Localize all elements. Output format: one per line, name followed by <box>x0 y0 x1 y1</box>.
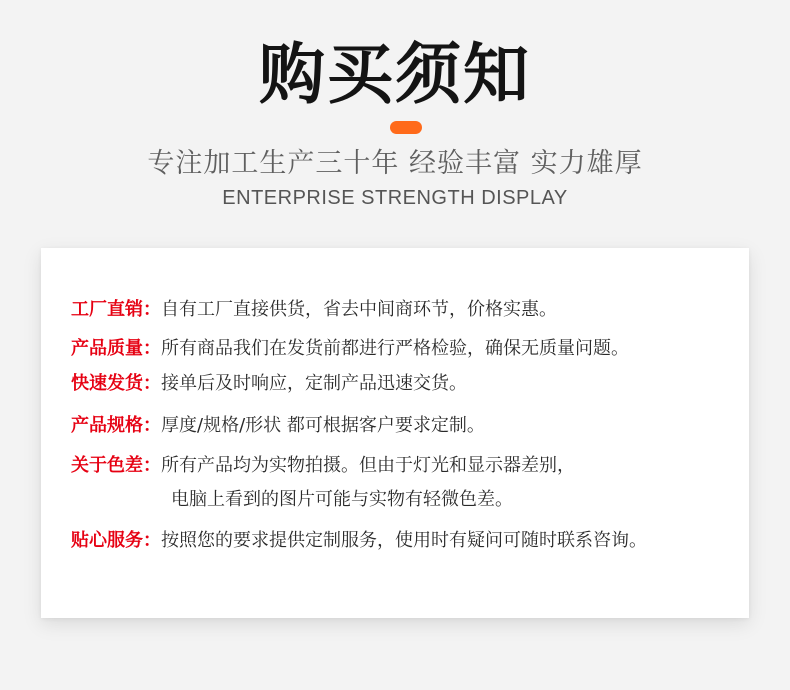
notice-text: 按照您的要求提供定制服务，使用时有疑问可随时联系咨询。 <box>161 530 647 551</box>
notice-text-continued: 电脑上看到的图片可能与实物有轻微色差。 <box>171 489 513 510</box>
accent-bar <box>390 121 422 134</box>
notice-text: 所有产品均为实物拍摄。但由于灯光和显示器差别， <box>161 455 575 476</box>
notice-text: 厚度/规格/形状 都可根据客户要求定制。 <box>161 415 485 436</box>
notice-item-color-difference-line2 <box>171 488 513 512</box>
notice-label: 贴心服务： <box>71 530 161 551</box>
notice-item-factory-direct <box>71 298 557 322</box>
subtitle-chinese: 专注加工生产三十年 经验丰富 实力雄厚 <box>147 148 643 179</box>
header <box>0 0 790 240</box>
notice-text: 接单后及时响应，定制产品迅速交货。 <box>161 373 467 394</box>
notice-label: 关于色差： <box>71 455 161 476</box>
notice-item-fast-shipping <box>71 372 467 396</box>
notice-text: 所有商品我们在发货前都进行严格检验，确保无质量问题。 <box>161 338 629 359</box>
notice-item-color-difference <box>71 454 575 478</box>
notice-item-quality <box>71 337 629 361</box>
notice-card <box>41 248 749 618</box>
notice-item-specifications <box>71 414 485 438</box>
notice-label: 产品规格： <box>71 415 161 436</box>
notice-label: 产品质量： <box>71 338 161 359</box>
notice-item-service <box>71 529 647 553</box>
notice-text: 自有工厂直接供货，省去中间商环节，价格实惠。 <box>161 299 557 320</box>
page-title: 购买须知 <box>259 36 531 113</box>
notice-label: 快速发货： <box>71 373 161 394</box>
subtitle-english: ENTERPRISE STRENGTH DISPLAY <box>222 187 568 209</box>
notice-label: 工厂直销： <box>71 299 161 320</box>
